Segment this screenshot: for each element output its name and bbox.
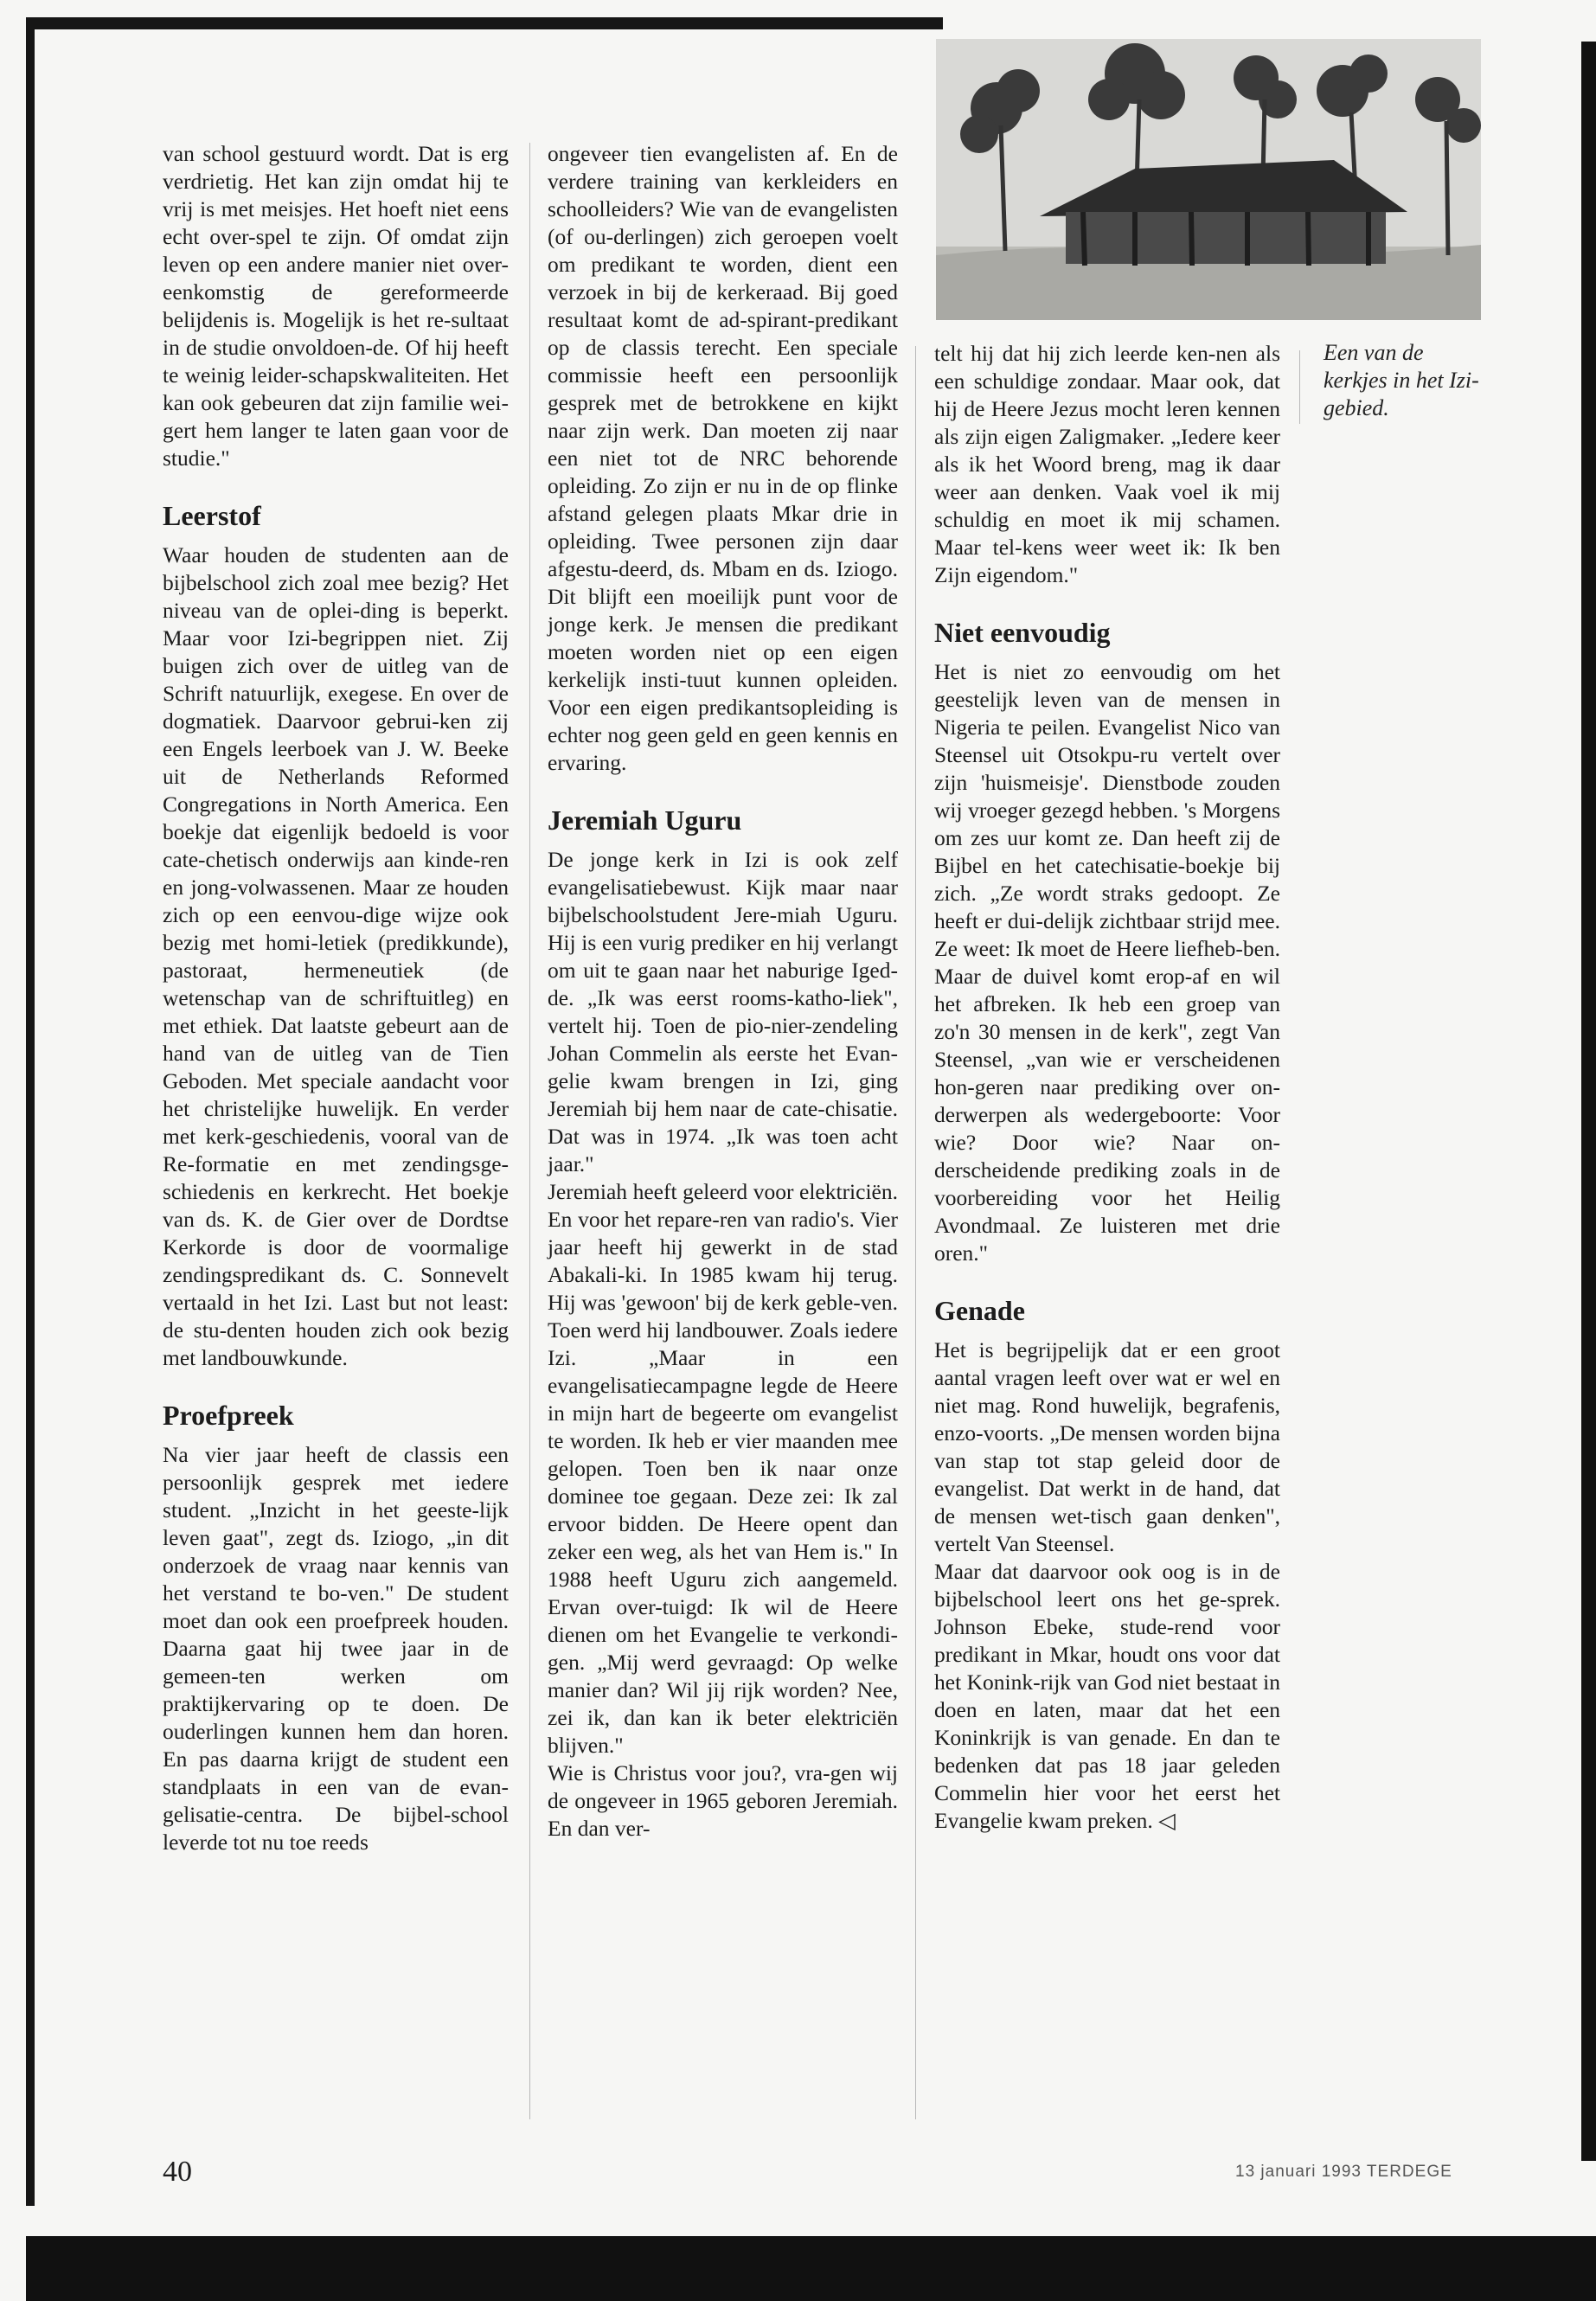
- article-column-3: [934, 340, 1280, 1835]
- paragraph: van school gestuurd wordt. Dat is erg verdrietig. Het kan zijn omdat hij te vrij is met meisjes. Het hoeft niet eens echt over-spel te zijn. Of omdat zijn leven op een andere manier niet over-eenkomstig de gereformeerde belijdenis is. Mogelijk is het re-sultaat in de studie onvoldoen-de. Of hij heeft te weinig leider-schapskwaliteiten. Het kan ook gebeuren dat zijn familie wei-gert hem langer te laten gaan voor de studie.": [163, 141, 509, 471]
- paragraph: telt hij dat hij zich leerde ken-nen als een schuldige zondaar. Maar ook, dat hij de Heere Jezus mocht leren kennen als zijn eigen Zaligmaker. „Iedere keer als ik het Woord breng, mag ik daar weer aan denken. Vaak voel ik mij schuldig en moet ik mij schamen. Maar tel-kens weer weet ik: Ik ben Zijn eigendom.": [934, 341, 1280, 587]
- column-divider: [529, 143, 530, 2119]
- paragraph: Waar houden de studenten aan de bijbelschool zich zoal mee bezig? Het niveau van de oplei-ding is beperkt. Maar voor Izi-begrippen niet. Zij buigen zich over de uitleg van de Schrift natuurlijk, exegese. En over de dogmatiek. Daarvoor gebrui-ken zij een Engels leerboek van J. W. Beeke uit de Netherlands Reformed Congregations in North America. Een boekje dat eigenlijk bedoeld is voor cate-chetisch onderwijs aan kinde-ren en jong-volwassenen. Maar ze houden zich op een eenvou-dige wijze ook bezig met homi-letiek (predikkunde), pastoraat, hermeneutiek (de wetenschap van de schriftuitleg) en met ethiek. Dat laatste gebeurt aan de hand van de uitleg van de Tien Geboden. Met speciale aandacht voor het christelijke huwelijk. En verder met kerk-geschiedenis, vooral van de Re-formatie en met zendingsge-schiedenis en kerkrecht. Het boekje van ds. K. de Gier over de Dordtse Kerkorde is door de voormalige zendingspredikant ds. C. Sonnevelt vertaald in het Izi. Last but not least: de stu-denten houden zich ook bezig met landbouwkunde.: [163, 542, 509, 1370]
- section-heading-proefpreek: Proefpreek: [163, 1400, 294, 1431]
- issue-date: 13 januari 1993 TERDEGE: [1235, 2163, 1452, 2181]
- paragraph: Na vier jaar heeft de classis een persoonlijk gesprek met iedere student. „Inzicht in het geeste-lijk leven gaat", zegt ds. Iziogo, „in dit onderzoek de vraag naar kennis van het verstand te bo-ven." De student moet dan ook een proefpreek houden. Daarna gaat hij twee jaar in de gemeen-ten werken om praktijkervaring op te doen. De ouderlingen kunnen hem dan horen. En pas daarna krijgt de student een standplaats in een van de evan-gelisatie-centra. De bijbel-school leverde tot nu toe reeds: [163, 1442, 509, 1855]
- bottom-scan-border: [26, 2236, 1596, 2301]
- paragraph: Het is niet zo eenvoudig om het geestelijk leven van de mensen in Nigeria te peilen. Evangelist Nico van Steensel uit Otsokpu-ru vertelt over zijn 'huismeisje'. Dienstbode zouden wij vroeger gezegd hebben. 's Morgens om zes uur komt ze. Dan heeft zij de Bijbel en het catechisatie-boekje bij zich. „Ze wordt straks gedoopt. Ze heeft er dui-delijk zichtbaar strijd mee. Ze weet: Ik moet de Heere liefheb-ben. Maar de duivel komt erop-af en wil het afbreken. Ik heb een groep van zo'n 30 mensen in de kerk", zegt Van Steensel, „van wie er verscheidenen hon-geren naar prediking over on-derwerpen als wedergeboorte: Voor wie? Door wie? Naar on-derscheidende prediking zoals in de voorbereiding voor het Heilig Avondmaal. Ze luisteren met drie oren.": [934, 659, 1281, 1266]
- paragraph-text: Maar dat daarvoor ook oog is in de bijbelschool leert ons het ge-sprek. Johnson Ebeke, stude-rend voor predikant in Mkar, houdt ons voor dat het Konink-rijk van God niet bestaat in doen en laten, maar dat het een Koninkrijk is van genade. En dan te bedenken dat pas 18 jaar geleden Commelin hier voor het eerst het Evangelie kwam preken.: [934, 1559, 1280, 1833]
- church-photo-image: [936, 39, 1481, 320]
- paragraph-last: [934, 1558, 1280, 1835]
- left-scan-border: [26, 17, 35, 2206]
- section-heading-genade: Genade: [934, 1295, 1025, 1326]
- paragraph: Jeremiah heeft geleerd voor elektriciën. En voor het repare-ren van radio's. Vier jaar heeft hij gewerkt in de stad Abakali-ki. In 1985 kwam hij terug. Hij was 'gewoon' bij de kerk geble-ven. Toen werd hij landbouwer. Zoals iedere Izi. „Maar in een evangelisatiecampagne legde de Heere in mijn hart de begeerte om evangelist te worden. Ik heb er vier maanden mee gelopen. Toen ben ik naar onze dominee toe gegaan. Deze zei: Ik zal ervoor bidden. De Heere opent dan zeker een weg, als het van Hem is." In 1988 heeft Uguru zich aangemeld. Ervan over-tuigd: Ik wil de Heere dienen om het Evangelie te verkondi-gen. „Mij werd gevraagd: Op welke manier dan? Wil jij rijk worden? Nee, zei ik, dan kan ik beter elektriciën blijven.": [548, 1179, 898, 1758]
- section-heading-niet-eenvoudig: Niet eenvoudig: [934, 617, 1111, 648]
- caption-divider: [1299, 350, 1300, 424]
- paragraph: De jonge kerk in Izi is ook zelf evangelisatiebewust. Kijk maar naar bijbelschoolstudent Jere-miah Uguru. Hij is een vurig prediker en hij verlangt om uit te gaan naar het naburige Iged-de. „Ik was eerst rooms-katho-liek", vertelt hij. Toen de pio-nier-zendeling Johan Commelin als eerste het Evan-gelie kwam brengen in Izi, ging Jeremiah bij hem naar de cate-chisatie. Dat was in 1974. „Ik was toen acht jaar.": [548, 847, 898, 1176]
- column-divider: [915, 346, 916, 2119]
- section-heading-leerstof: Leerstof: [163, 500, 261, 531]
- end-of-article-mark: ◁: [1158, 1808, 1176, 1833]
- top-scan-border: [26, 17, 943, 29]
- page-number: 40: [163, 2156, 192, 2188]
- church-photo: [936, 39, 1481, 320]
- section-heading-jeremiah-uguru: Jeremiah Uguru: [548, 804, 742, 836]
- right-scan-border: [1581, 42, 1596, 2161]
- paragraph: Het is begrijpelijk dat er een groot aantal vragen leeft over wat er wel en niet mag. Rond huwelijk, begrafenis, enzo-voorts. „De mensen worden bijna van stap tot stap geleid door de evangelist. Dat werkt in de hand, dat de mensen wet-tisch gaan denken", vertelt Van Steensel.: [934, 1337, 1280, 1556]
- article-column-1: [163, 140, 509, 1856]
- photo-caption: Een van de kerkjes in het Izi-gebied.: [1324, 340, 1479, 420]
- paragraph: Wie is Christus voor jou?, vra-gen wij de ongeveer in 1965 geboren Jeremiah. En dan ver-: [548, 1760, 898, 1841]
- paragraph: ongeveer tien evangelisten af. En de verdere training van kerkleiders en schoolleiders? Wie van de evangelisten (of ou-derlingen) zich geroepen voelt om predikant te worden, dient een verzoek in bij de kerkeraad. Bij goed resultaat komt de ad-spirant-predikant op de classis terecht. Een speciale commissie heeft een persoonlijk gesprek met de betrokkene en kijkt naar zijn werk. Dan moeten zij naar een niet tot de NRC behorende opleiding. Zo zijn er nu in de op flinke afstand gelegen plaats Mkar drie in opleiding. Twee personen zijn daar afgestu-deerd, ds. Mbam en ds. Iziogo. Dit blijft een moeilijk punt voor de jonge kerk. Je mensen die predikant moeten worden niet op een eigen kerkelijk insti-tuut kunnen opleiden. Voor een eigen predikantsopleiding is echter nog geen geld en geen kennis en ervaring.: [548, 141, 898, 775]
- article-column-2: [548, 140, 898, 1843]
